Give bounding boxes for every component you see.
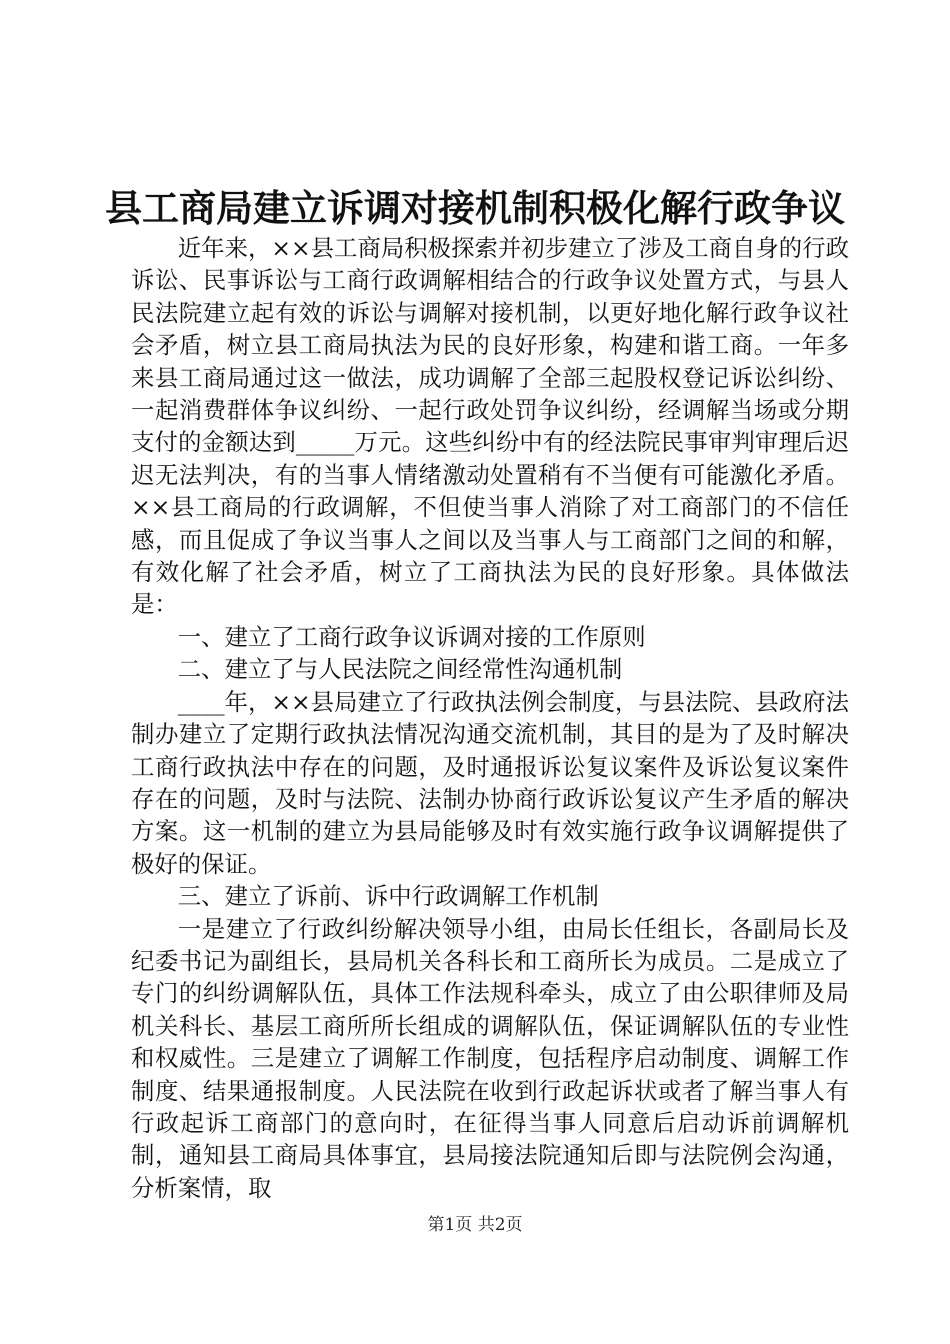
section-heading-1: 一、建立了工商行政争议诉调对接的工作原则 — [177, 622, 646, 651]
section-heading-2: 二、建立了与人民法院之间经常性沟通机制 — [177, 655, 623, 684]
paragraph-intro: 近年来，××县工商局积极探索并初步建立了涉及工商自身的行政诉讼、民事诉讼与工商行政调解相结合的行政争议处置方式，与县人民法院建立起有效的诉讼与调解对接机制，以更好地化解行政争议社会矛盾，树立县工商局执法为民的良好形象，构建和谐工商。一年多来县工商局通过这一做法，成功调解了全部三起股权登记诉讼纠纷、一起消费群体争议纠纷、一起行政处罚争议纠纷，经调解当场或分期支付的金额达到_____万元。这些纠纷中有的经法院民事审判审理后迟迟无法判决，有的当事人情绪激动处置稍有不当便有可能激化矛盾。××县工商局的行政调解，不但使当事人消除了对工商部门的不信任感，而且促成了争议当事人之间以及当事人与工商部门之间的和解，有效化解了社会矛盾，树立了工商执法为民的良好形象。具体做法是： — [131, 234, 849, 619]
page-number-footer: 第1页 共2页 — [427, 1215, 523, 1235]
document-body — [131, 232, 849, 1204]
paragraph-mechanism: 一是建立了行政纠纷解决领导小组，由局长任组长，各副局长及纪委书记为副组长，县局机关各科长和工商所长为成员。二是成立了专门的纠纷调解队伍，具体工作法规科牵头，成立了由公职律师及局机关科长、基层工商所所长组成的调解队伍，保证调解队伍的专业性和权威性。三是建立了调解工作制度，包括程序启动制度、调解工作制度、结果通报制度。人民法院在收到行政起诉状或者了解当事人有行政起诉工商部门的意向时，在征得当事人同意后启动诉前调解机制，通知县工商局具体事宜，县局接法院通知后即与法院例会沟通，分析案情，取 — [131, 914, 849, 1202]
section-heading-3: 三、建立了诉前、诉中行政调解工作机制 — [177, 882, 599, 911]
paragraph-communication: ____年，××县局建立了行政执法例会制度，与县法院、县政府法制办建立了定期行政执法情况沟通交流机制，其目的是为了及时解决工商行政执法中存在的问题，及时通报诉讼复议案件及诉讼复议案件存在的问题，及时与法院、法制办协商行政诉讼复议产生矛盾的解决方案。这一机制的建立为县局能够及时有效实施行政争议调解提供了极好的保证。 — [131, 687, 849, 878]
document-title: 县工商局建立诉调对接机制积极化解行政争议 — [105, 186, 845, 230]
